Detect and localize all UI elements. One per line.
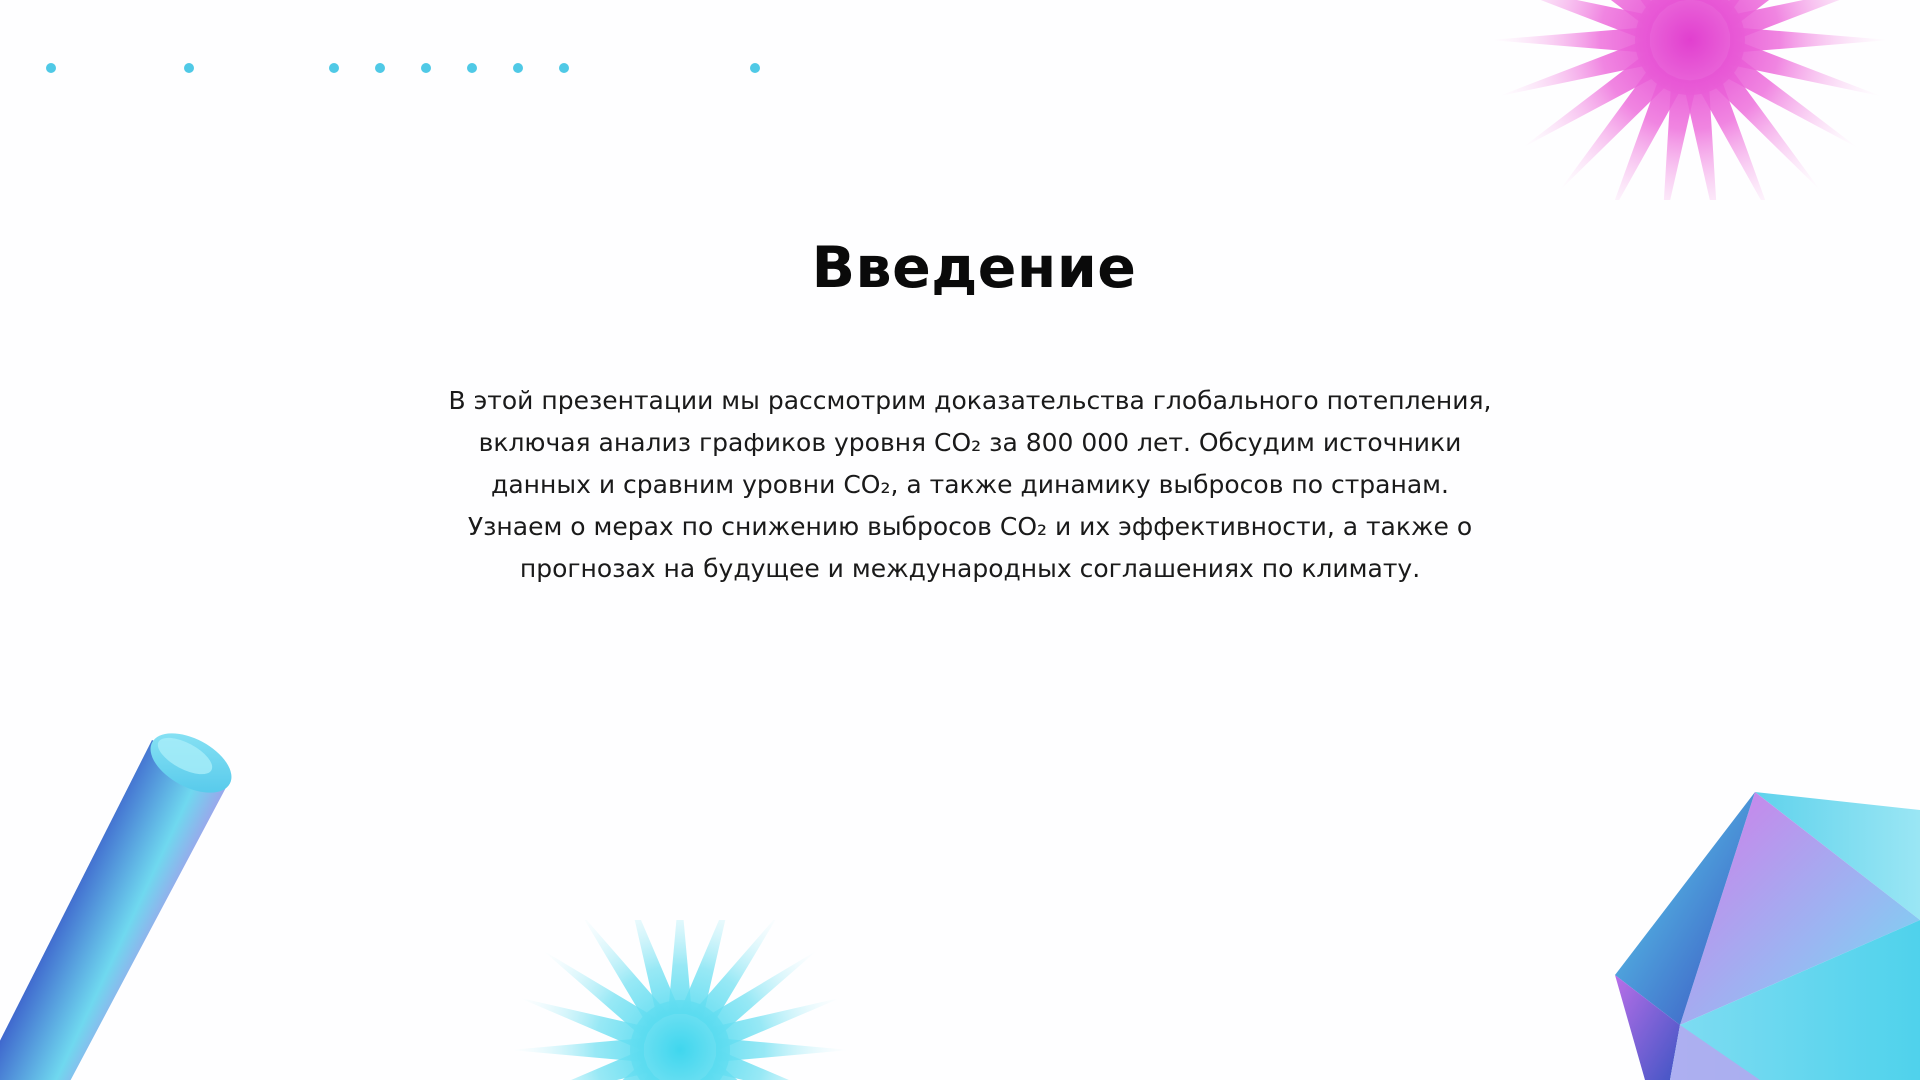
dot — [750, 63, 760, 73]
dot — [184, 63, 194, 73]
dot — [513, 63, 523, 73]
dot — [46, 63, 56, 73]
slide-title: Введение — [811, 235, 1137, 301]
cylinder-shape — [0, 720, 280, 1080]
pink-starburst-icon — [1480, 0, 1900, 200]
slide-body-text: В этой презентации мы рассмотрим доказательства глобального потепления, включая анализ графиков уровня CO₂ за 800 000 лет. Обсудим источники данных и сравним уровни CO₂, а также динамику выбросов по странам. Узнаем о мерах по снижению выбросов CO₂ и их эффективности, а также о прогнозах на будущее и международных соглашениях по климату. — [448, 386, 1492, 583]
dot — [421, 63, 431, 73]
dot — [375, 63, 385, 73]
dot — [559, 63, 569, 73]
dot — [329, 63, 339, 73]
crystal-shape — [1600, 780, 1920, 1080]
dot — [467, 63, 477, 73]
cyan-starburst-icon — [500, 920, 860, 1080]
dot-row — [0, 0, 900, 120]
